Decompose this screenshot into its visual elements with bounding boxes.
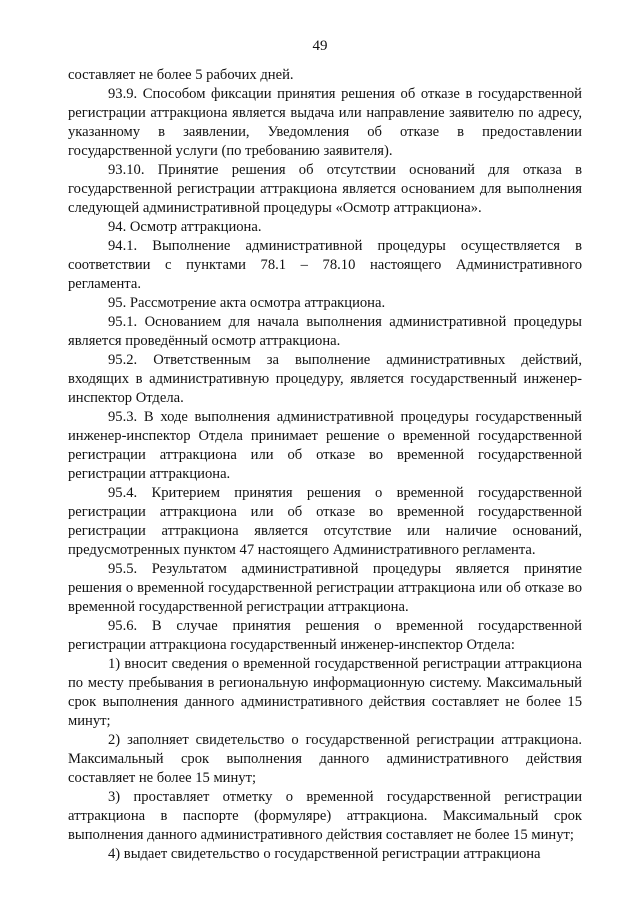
list-item-2: 2) заполняет свидетельство о государственной регистрации аттракциона. Максимальный срок выполнения данного административного действия составляет не более 15 минут; [68,732,582,786]
document-body [68,66,582,864]
heading-94: 94. Осмотр аттракциона. [108,219,262,235]
paragraph-95-5: 95.5. Результатом административной процедуры является принятие решения о временной государственной регистрации аттракциона или об отказе во временной государственной регистрации аттракциона. [68,561,582,615]
paragraph-93-9: 93.9. Способом фиксации принятия решения об отказе в государственной регистрации аттракциона является выдача или направление заявителю по адресу, указанному в заявлении, Уведомления об отказе в предоставлении государственной услуги (по требованию заявителя). [68,86,582,159]
paragraph-93-10: 93.10. Принятие решения об отсутствии оснований для отказа в государственной регистрации аттракциона является основанием для выполнения следующей административной процедуры «Осмотр аттракциона». [68,162,582,216]
list-item-3: 3) проставляет отметку о временной государственной регистрации аттракциона в паспорте (формуляре) аттракциона. Максимальный срок выполнения данного административного действия составляет не более 15 минут; [68,789,582,843]
heading-95: 95. Рассмотрение акта осмотра аттракциона. [108,295,386,311]
page-number: 49 [312,38,328,54]
paragraph-95-6: 95.6. В случае принятия решения о временной государственной регистрации аттракциона государственный инженер-инспектор Отдела: [68,618,582,653]
paragraph-95-3: 95.3. В ходе выполнения административной процедуры государственный инженер-инспектор Отдела принимает решение о временной государственной регистрации аттракциона или об отказе во временной государственной регистрации аттракциона. [68,409,582,482]
paragraph-95-4: 95.4. Критерием принятия решения о временной государственной регистрации аттракциона или об отказе во временной государственной регистрации аттракциона является отсутствие или наличие оснований, предусмотренных пунктом 47 настоящего Административного регламента. [68,485,582,558]
paragraph-95-2: 95.2. Ответственным за выполнение административных действий, входящих в административную процедуру, является государственный инженер-инспектор Отдела. [68,352,582,406]
paragraph-95-1: 95.1. Основанием для начала выполнения административной процедуры является проведённый осмотр аттракциона. [68,314,582,349]
list-item-4: 4) выдает свидетельство о государственной регистрации аттракциона [108,846,541,862]
paragraph-94-1: 94.1. Выполнение административной процедуры осуществляется в соответствии с пунктами 78.1 – 78.10 настоящего Административного регламента. [68,238,582,292]
list-item-1: 1) вносит сведения о временной государственной регистрации аттракциона по месту пребывания в региональную информационную систему. Максимальный срок выполнения данного административного действия составляет не более 15 минут; [68,656,582,729]
paragraph-continuation: составляет не более 5 рабочих дней. [68,67,294,83]
